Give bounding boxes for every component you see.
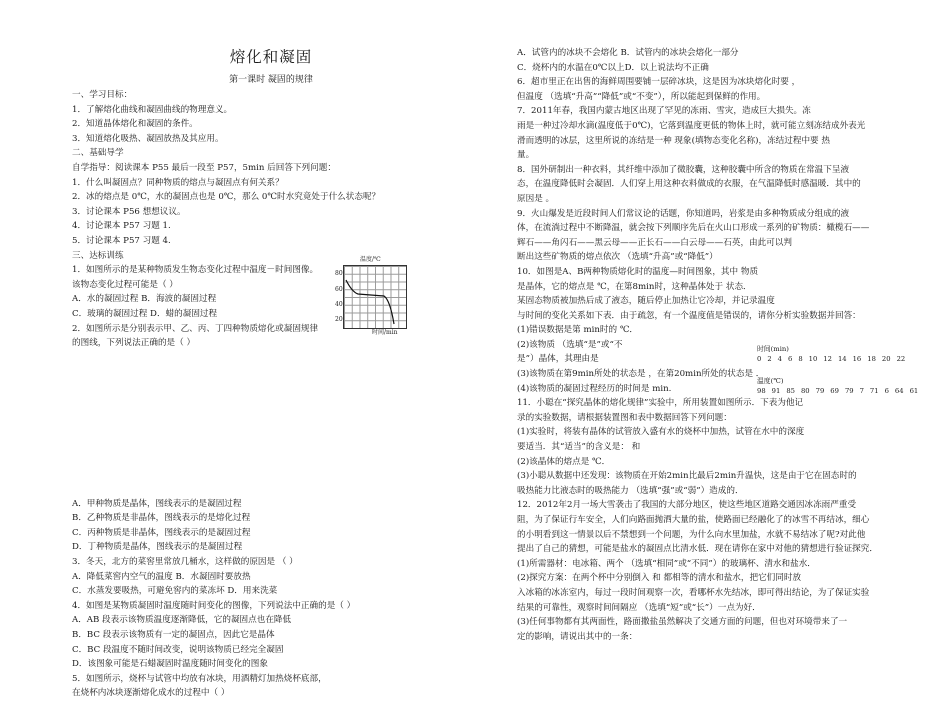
- text-line: 吸热能力比液态时的吸热能力 （选填“强”或“弱”）造成的．: [517, 485, 744, 496]
- text-line: (1)实验时，将装有晶体的试管放入盛有水的烧杯中加热，试管在水中的深度: [517, 427, 805, 438]
- text-line: 录的实验数据，请根据装置图和表中数据回答下列问题：: [517, 412, 732, 423]
- text-line: 要适当．其“适当”的含义是： 和: [517, 442, 641, 453]
- text-line: 7．2011年春，我国内蒙古地区出现了罕见的冻雨、雪灾，造成巨大损失。冻: [517, 106, 811, 117]
- table-cell-time: 0: [757, 355, 762, 363]
- temperature-time-graph: [343, 265, 407, 329]
- table-cell-temp: 69: [830, 387, 839, 395]
- table-row-temp: [757, 376, 950, 396]
- text-line: D．该图象可能是石蜡凝固时温度随时间变化的图象: [72, 659, 268, 670]
- table-cell-temp: 7: [859, 387, 864, 395]
- text-line: 提出了自己的猜想，可能是盐水的凝固点比清水低．现在请你在家中对他的猜想进行验证探究．: [517, 544, 878, 555]
- table-cell-temp: 71: [869, 387, 879, 395]
- text-line: 量。: [517, 150, 535, 161]
- text-line: C．BC 段温度不随时间改变，说明该物质已经完全凝固: [72, 644, 284, 655]
- table-cell-temp: 79: [815, 387, 825, 395]
- table-cell-temp: 61: [909, 387, 919, 395]
- text-line: 与时间的变化关系如下表．由于疏忽，有一个温度值是错误的，请你分析实验数据并回答：: [517, 310, 861, 321]
- text-line: 的图线，下列说法正确的是（ ）: [72, 338, 196, 349]
- table-cell-time: 20: [881, 355, 891, 363]
- text-line: A．水的凝固过程 B．海波的凝固过程: [72, 294, 217, 305]
- text-line: 某固态物质被加热后成了液态，随后停止加热让它冷却，并记录温度: [517, 296, 775, 307]
- text-line: 雨是一种过冷却水滴(温度低于0℃)，它落到温度更低的物体上时，就可能立刻冻结成外表光: [517, 120, 866, 131]
- text-line: 8．国外研制出一种衣料，其纤维中添加了微胶囊，这种胶囊中所含的物质在常温下呈液: [517, 164, 850, 175]
- table-cell-time: 6: [787, 355, 793, 363]
- text-line: B．BC 段表示该物质有一定的凝固点，因此它是晶体: [72, 630, 275, 641]
- table-time-label: 时间(min): [757, 345, 789, 353]
- text-line: 3．讨论课本 P56 想想议议。: [72, 206, 186, 217]
- text-line: 辉石——角闪石——黑云母——正长石——白云母——石英，由此可以判: [517, 237, 793, 248]
- text-line: 2．知道晶体熔化和凝固的条件。: [72, 119, 198, 130]
- left-text-block-1: [72, 88, 470, 351]
- graph-xlabel: 时间/min: [372, 329, 398, 336]
- text-line: (2)探究方案：在两个杯中分别倒入 和 都相等的清水和盐水，把它们同时放: [517, 573, 802, 584]
- text-line: 该物态变化过程可能是（ ）: [72, 279, 178, 290]
- table-cell-temp: 79: [844, 387, 854, 395]
- figure-placeholder-space: [72, 351, 470, 497]
- text-line: 3．知道熔化吸热、凝固放热及其应用。: [72, 133, 224, 144]
- text-line: C．丙种物质是非晶体，图线表示的是凝固过程: [72, 527, 251, 538]
- table-cell-time: 12: [823, 355, 832, 363]
- text-line: (3)该物质在第9min所处的状态是 ，在第20min所处的状态是 ．: [517, 369, 765, 380]
- text-line: 1．什么叫凝固点？同种物质的熔点与凝固点有何关系？: [72, 177, 284, 188]
- table-cell-temp: 6: [884, 387, 889, 395]
- table-cell-time: 18: [867, 355, 876, 363]
- text-line: 体，在流淌过程中不断降温，就会按下列顺序先后在火山口形成一系列的矿物质：橄榄石——: [517, 223, 870, 234]
- table-cell-temp: 80: [800, 387, 810, 395]
- text-line: 是”）晶体，其理由是: [517, 354, 599, 365]
- text-line: A．AB 段表示该物质温度逐渐降低，它的凝固点也在降低: [72, 615, 292, 626]
- text-line: 但温度 （选填“升高”“降低”或“不变”），所以能起到保鲜的作用。: [517, 91, 766, 102]
- text-line: 三、达标训练: [72, 250, 124, 261]
- graph-ytick-20: 20: [335, 316, 343, 323]
- text-line: 1．如图所示的是某种物质发生物态变化过程中温度－时间图像。: [72, 265, 319, 276]
- text-line: 2．冰的熔点是 0℃，水的凝固点也是 0℃，那么 0℃时水究竟处于什么状态呢？: [72, 192, 381, 203]
- text-line: 4．讨论课本 P57 习题 1.: [72, 221, 171, 232]
- text-line: C．烧杯内的水温在0℃以上D．以上说法均不正确: [517, 62, 709, 73]
- page-subtitle: 第一课时 凝固的规律: [229, 75, 313, 85]
- text-line: 的小明看到这一情景以后不禁想到一个问题，为什么向水里加盐，水就不易结冰了呢?对此他: [517, 529, 866, 540]
- text-line: A．试管内的冰块不会熔化 B．试管内的冰块会熔化一部分: [517, 48, 739, 58]
- table-cell-time: 2: [767, 355, 772, 363]
- left-column: [72, 46, 470, 701]
- text-line: 态，在温度降低时会凝固．人们穿上用这种衣料做成的衣服，在气温降低时感温暖．其中的: [517, 179, 861, 190]
- text-line: 5．讨论课本 P57 习题 4.: [72, 235, 171, 246]
- text-line: 阻，为了保证行车安全，人们向路面抛洒大量的盐，使路面已经融化了的冰雪不再结冰，细心: [517, 515, 870, 525]
- graph-ylabel: 温度/℃: [360, 256, 381, 263]
- text-line: 3．冬天，北方的菜窖里常放几桶水，这样做的原因是 （ ）: [72, 557, 298, 568]
- graph-ytick-60: 60: [335, 286, 343, 293]
- text-line: B．乙种物质是非晶体，图线表示的是熔化过程: [72, 513, 251, 524]
- text-line: 定的影响，请说出其中的一条：: [517, 631, 638, 642]
- text-line: (3)小聪从数据中还发现：该物质在开始2min比最后2min升温快，这是由于它在固态时的: [517, 471, 857, 482]
- table-cell-time: 4: [777, 355, 782, 363]
- text-line: (1)错误数据是第 min时的 ℃．: [517, 325, 639, 336]
- table-cell-time: 14: [837, 355, 847, 363]
- table-cell-time: 10: [808, 355, 818, 363]
- text-line: (2)该晶体的熔点是 ℃．: [517, 456, 611, 467]
- text-line: 自学指导：阅读课本 P55 最后一段至 P57，5min 后回答下列问题：: [72, 162, 336, 173]
- graph-ytick-40: 40: [335, 301, 343, 308]
- text-line: 5．如图所示，烧杯与试管中均放有冰块，用酒精灯加热烧杯底部，: [72, 673, 327, 684]
- text-line: (4)该物质的凝固过程经历的时间是 min.: [517, 383, 672, 394]
- table-cell-temp: 98: [757, 387, 766, 395]
- table-temp-label: 温度(℃): [757, 377, 784, 385]
- text-line: 1．了解熔化曲线和凝固曲线的物理意义。: [72, 104, 233, 115]
- table-cell-time: 8: [798, 355, 803, 363]
- graph-ytick-80: 80: [335, 270, 343, 277]
- text-line: 2．如图所示是分别表示甲、乙、丙、丁四种物质熔化或凝固规律: [72, 323, 319, 334]
- table-cell-temp: 85: [786, 387, 795, 395]
- left-text-block-2: [72, 497, 470, 701]
- text-line: 断出这些矿物质的熔点依次 （选填“升高”或“降低”）: [517, 252, 718, 263]
- table-cell-time: 16: [852, 355, 862, 363]
- text-line: 是晶体，它的熔点是 ℃，在第8min时，这种晶体处于 状态．: [517, 281, 752, 292]
- temperature-table: [757, 344, 950, 396]
- text-line: 一、学习目标：: [72, 90, 133, 100]
- text-line: 原因是 。: [517, 193, 555, 204]
- text-line: A．甲种物质是晶体，图线表示的是凝固过程: [72, 498, 242, 509]
- text-line: A．降低菜窖内空气的温度 B．水凝固时要放热: [72, 571, 251, 582]
- graph-curve: [344, 266, 406, 328]
- table-cell-temp: 91: [771, 387, 781, 395]
- text-line: 二、基础导学: [72, 148, 124, 159]
- text-line: 6．超市里正在出售的海鲜周围要铺一层碎冰块，这是因为冰块熔化时要 ，: [517, 77, 801, 88]
- text-line: 12．2012年2月一场大雪袭击了我国的大部分地区，使这些地区道路交通因冰冻雨严重受: [517, 500, 857, 511]
- text-line: 结果的可靠性，观察时间间隔应 （选填“短”或“长”）一点为好．: [517, 602, 761, 613]
- text-line: (3)任何事物都有其两面性，路面撒盐虽然解决了交通方面的问题，但也对环境带来了一: [517, 617, 848, 628]
- text-line: C．玻璃的凝固过程 D．蜡的凝固过程: [72, 308, 218, 319]
- text-line: 11．小聪在“探究晶体的熔化规律”实验中，所用装置如图所示．下表为他记: [517, 398, 804, 409]
- table-cell-temp: 64: [894, 387, 904, 395]
- text-line: (2)该物质 （选填“是”或“不: [517, 339, 623, 350]
- text-line: 10．如图是A、B两种物质熔化时的温度—时间图象，其中 物质: [517, 266, 759, 277]
- text-line: 4．如图是某物质凝固时温度随时间变化的图像，下列说法中正确的是（ ）: [72, 600, 356, 611]
- text-line: 入冰箱的冰冻室内，每过一段时间观察一次，看哪杯水先结冰，即可得出结论，为了保证实验: [517, 587, 870, 598]
- text-line: (1)所需器材：电冰箱、两个 （选填“相同”或“不同”）的玻璃杯、清水和盐水．: [517, 558, 816, 569]
- right-text-block-1: [517, 46, 925, 323]
- text-line: 9．火山爆发是近段时间人们常议论的话题，你知道吗，岩浆是由多种物质成分组成的液: [517, 208, 850, 219]
- page-title: 熔化和凝固: [229, 48, 313, 66]
- text-line: 在烧杯内冰块逐渐熔化成水的过程中（ ）: [72, 688, 230, 699]
- text-line: C．水蒸发要吸热，可避免窖内的菜冻坏 D．用来洗菜: [72, 586, 278, 597]
- right-text-block-2: [517, 396, 925, 644]
- table-row-time: [757, 344, 950, 364]
- text-line: 滑而透明的冰层，这里所说的冻结是一种 现象(填物态变化名称)，冻结过程中要 热: [517, 135, 830, 146]
- table-cell-time: 22: [896, 355, 906, 363]
- text-line: D．丁种物质是晶体，图线表示的是凝固过程: [72, 542, 243, 553]
